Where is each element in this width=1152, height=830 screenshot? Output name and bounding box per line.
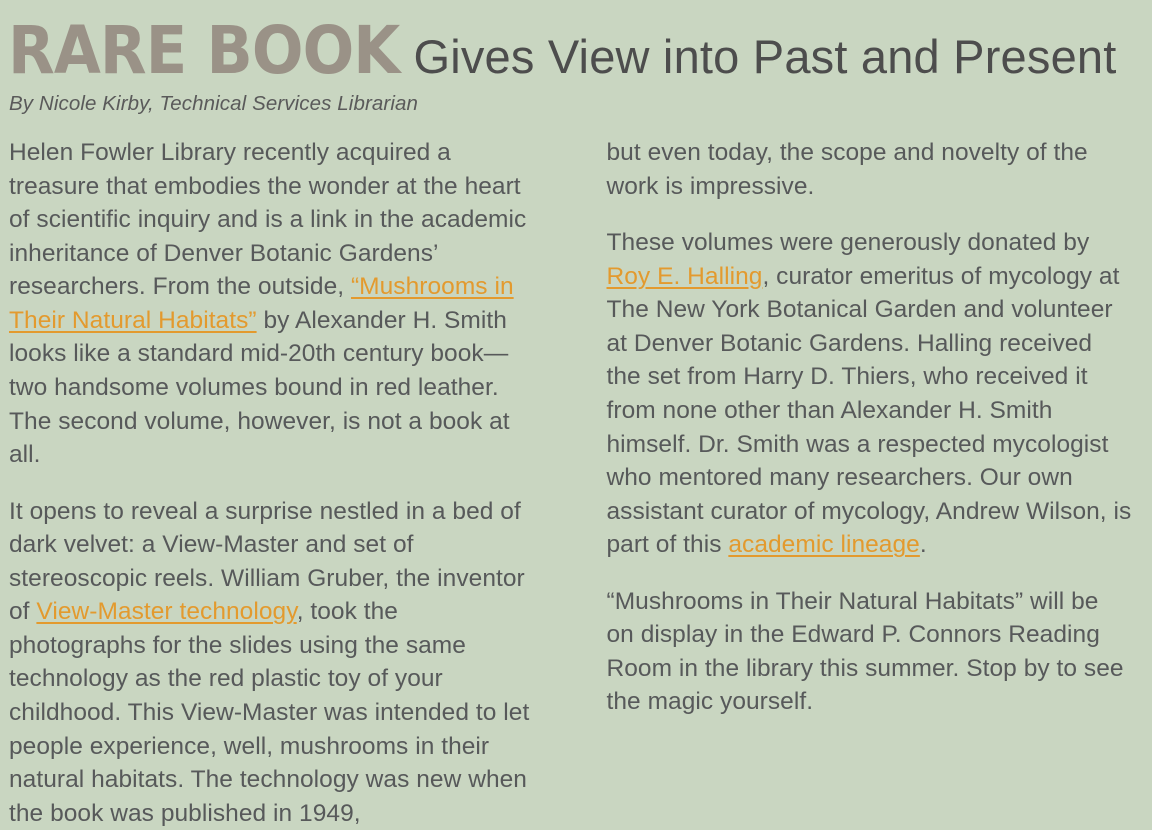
paragraph-left-1-text-a: Helen Fowler Library recently acquired a treasure that embodies the wonder at the heart of scientific inquiry and is a link in the academic inheritance of Denver Botanic Gardens’ researchers. From the outside, — [9, 139, 527, 301]
paragraph-right-1: but even today, the scope and novelty of the work is impressive. — [606, 139, 1088, 200]
link-roy-e-halling[interactable]: Roy E. Halling — [606, 262, 763, 290]
headline-subtitle: Gives View into Past and Present — [413, 30, 1117, 83]
paragraph-left-2-text-a: It opens to reveal a surprise nestled in a bed of dark velvet: a View-Master and set of stereoscopic reels. William Gruber, the inventor of — [9, 497, 525, 626]
right-column — [607, 136, 1133, 830]
paragraph-right-2-text-a: These volumes were generously donated by — [606, 229, 1090, 257]
link-view-master-technology[interactable]: View-Master technology — [36, 598, 297, 626]
paragraph-right-2-text-b: , curator emeritus of mycology at The New York Botanical Garden and volunteer at Denver Botanic Gardens. Halling received the set from Harry D. Thiers, who received it from none other than Alexander H. Smith himself. Dr. Smith was a respected mycologist who mentored many researchers. Our own assistant curator of mycology, Andrew Wilson, is part of this — [606, 262, 1132, 559]
paragraph-left-2-text-b: , took the photographs for the slides using the same technology as the red plastic toy of your childhood. This View-Master was intended to let people experience, well, mushrooms in their natural habitats. The technology was new when the book was published in 1949, — [9, 598, 530, 827]
paragraph-right-2-text-c: . — [919, 531, 927, 559]
link-academic-lineage[interactable]: academic lineage — [728, 531, 920, 559]
left-column — [9, 136, 535, 830]
paragraph-left-2 — [9, 495, 535, 830]
paragraph-right-3: “Mushrooms in Their Natural Habitats” will be on display in the Edward P. Connors Reading Room in the library this summer. Stop by to see the magic yourself. — [606, 587, 1124, 716]
headline-emphasis: RARE BOOK — [8, 12, 400, 89]
article-columns — [4, 116, 1132, 830]
page-title — [4, 12, 1132, 89]
link-mushrooms-title[interactable]: “Mushrooms in Their Natural Habitats” — [9, 273, 514, 334]
paragraph-left-1-text-b: by Alexander H. Smith looks like a standard mid-20th century book—two handsome volumes bound in red leather. The second volume, however, is not a book at all. — [9, 306, 510, 469]
paragraph-right-2 — [607, 226, 1133, 562]
byline: By Nicole Kirby, Technical Services Librarian — [9, 92, 418, 115]
paragraph-left-1 — [9, 136, 535, 472]
